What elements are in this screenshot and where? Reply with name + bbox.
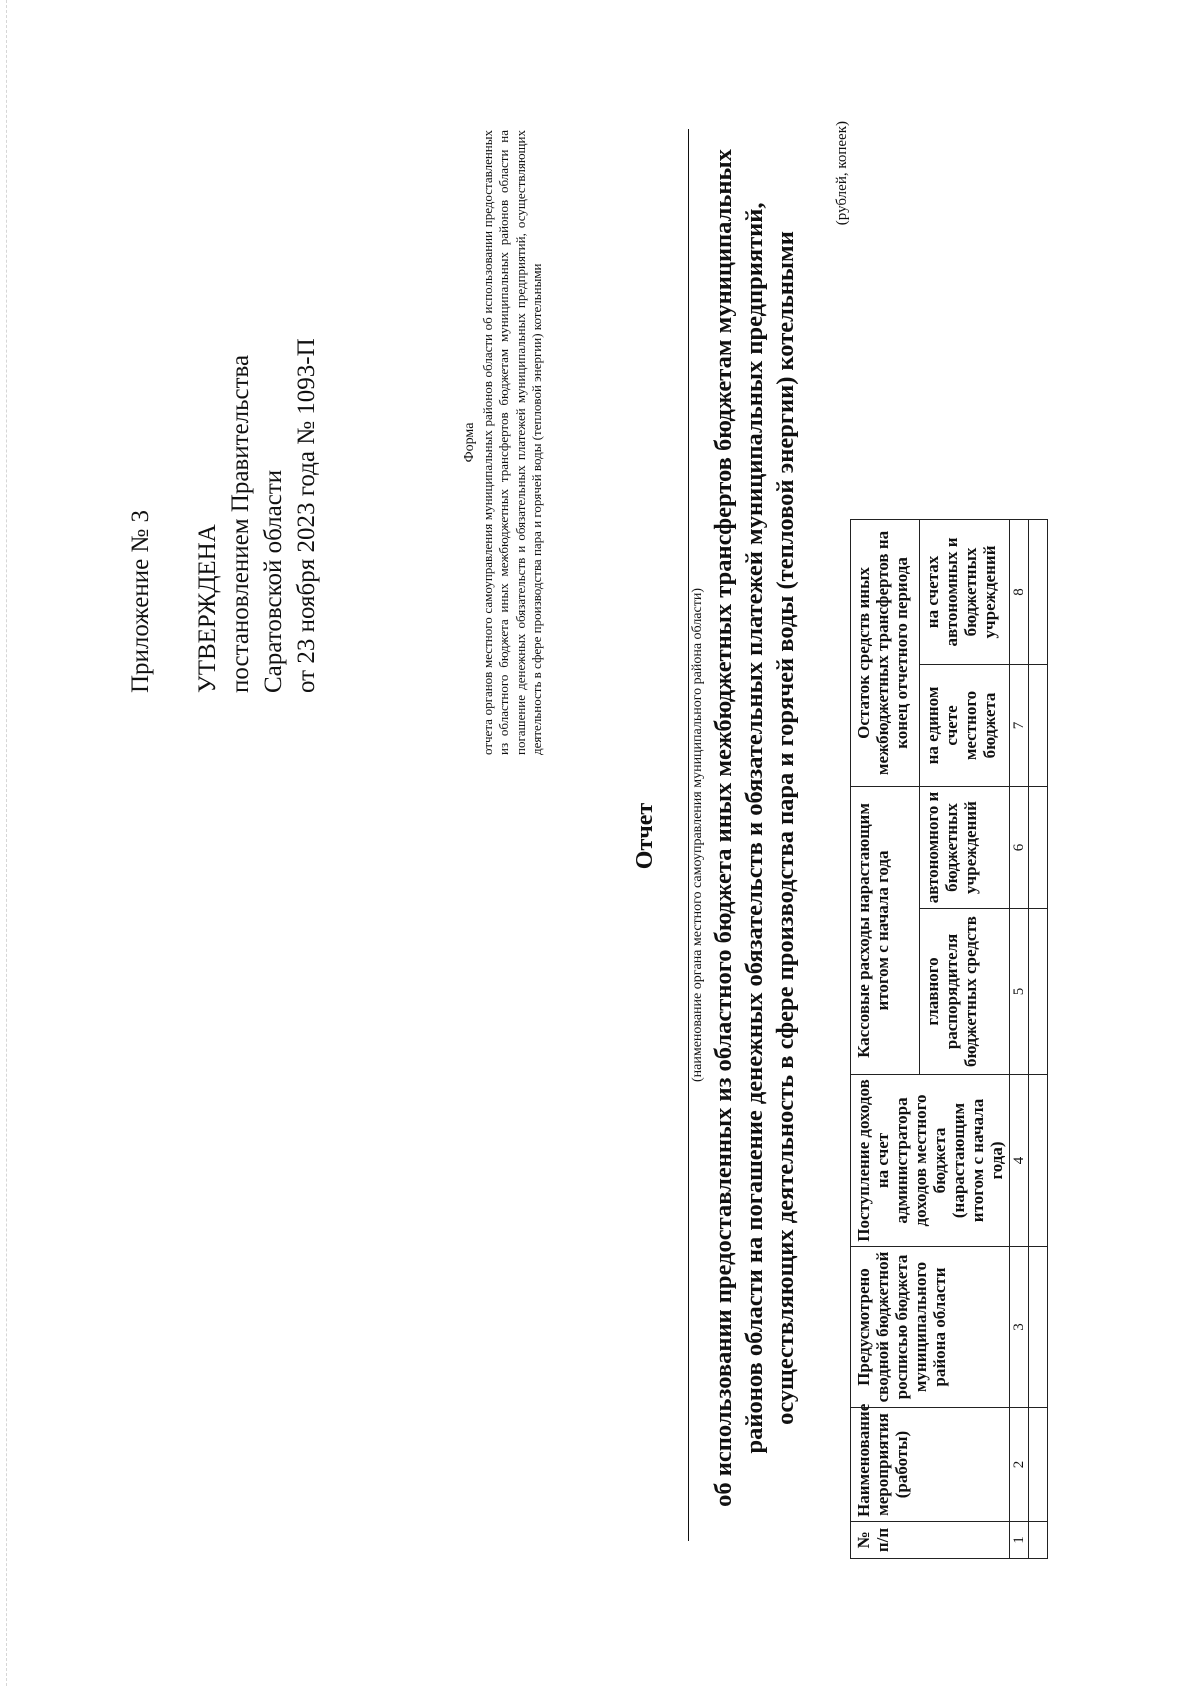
- header-balance: Остаток средств иных межбюджетных трансфертов на конец отчетного периода: [851, 519, 920, 786]
- table-cell: [1029, 519, 1048, 664]
- approval-block: [124, 133, 323, 693]
- form-text: отчета органов местного самоуправления муниципальных районов области об использовании предоставленных из областного бюджета иных межбюджетных трансфертов бюджетам муниципальных районов области на погашение денежных обязательств и обязательных платежей муниципальных предприятий, осуществляющих деятельность в сфере производства пара и горячей воды (тепловой энергии) котельными: [479, 130, 545, 755]
- column-number: 3: [1010, 1247, 1029, 1408]
- table-cell: [1029, 1408, 1048, 1522]
- column-number: 4: [1010, 1075, 1029, 1247]
- column-number: 1: [1010, 1522, 1029, 1559]
- header-balance-institutions: на счетах автономных и бюджетных учреждений: [920, 519, 1010, 664]
- units-label: (рублей, копеек): [834, 121, 850, 226]
- column-number-row: [1010, 112, 1029, 1558]
- header-number: № п/п: [851, 1522, 1010, 1559]
- scan-edge: [6, 0, 7, 1686]
- report-title: Отчет: [632, 802, 658, 870]
- header-activity-name: Наименование мероприятия (работы): [851, 1408, 1010, 1522]
- appendix-label: Приложение № 3: [127, 509, 154, 693]
- column-number: 2: [1010, 1408, 1029, 1522]
- decree-line-3: от 23 ноября 2023 года № 1093-П: [293, 338, 320, 693]
- header-expenses-main-manager: главного распорядителя бюджетных средств: [920, 909, 1010, 1075]
- header-cash-expenses: Кассовые расходы нарастающим итогом с начала года: [851, 786, 920, 1074]
- header-income: Поступление доходов на счет администратора доходов местного бюджета (нарастающим итогом с начала года): [851, 1075, 1010, 1247]
- org-name-caption: (наименование органа местного самоуправления муниципального района области): [690, 587, 705, 1083]
- header-expenses-institutions: автономного и бюджетных учреждений: [920, 786, 1010, 908]
- form-description: [462, 130, 546, 755]
- header-planned: Предусмотрено сводной бюджетной росписью бюджета муниципального района области: [851, 1247, 1010, 1408]
- form-label: Форма: [462, 422, 477, 463]
- table-cell: [1029, 1522, 1048, 1559]
- column-number: 6: [1010, 786, 1029, 908]
- column-number: 8: [1010, 519, 1029, 664]
- approved-label: УТВЕРЖДЕНА: [194, 524, 221, 693]
- column-number: 5: [1010, 909, 1029, 1075]
- org-name-line: [688, 129, 689, 1541]
- table-row: [1029, 112, 1048, 1558]
- decree-line-2: Саратовской области: [260, 469, 287, 693]
- header-balance-single-account: на едином счете местного бюджета: [920, 664, 1010, 786]
- table-cell: [1029, 664, 1048, 786]
- report-table: [850, 112, 1048, 1559]
- column-number: 7: [1010, 664, 1029, 786]
- table-cell: [1029, 786, 1048, 908]
- rotated-page: [44, 53, 1156, 1633]
- table-cell: [1029, 909, 1048, 1075]
- table-cell: [1029, 1075, 1048, 1247]
- table-cell: [1029, 1247, 1048, 1408]
- decree-line-1: постановлением Правительства: [227, 354, 254, 693]
- report-subject: об использовании предоставленных из областного бюджета иных межбюджетных трансфертов бюджетам муниципальных районов области на погашение денежных обязательств и обязательных платежей муниципальных предприятий, осуществляющих деятельность в сфере производства пара и горячей воды (тепловой энергии) котельными: [710, 149, 799, 1507]
